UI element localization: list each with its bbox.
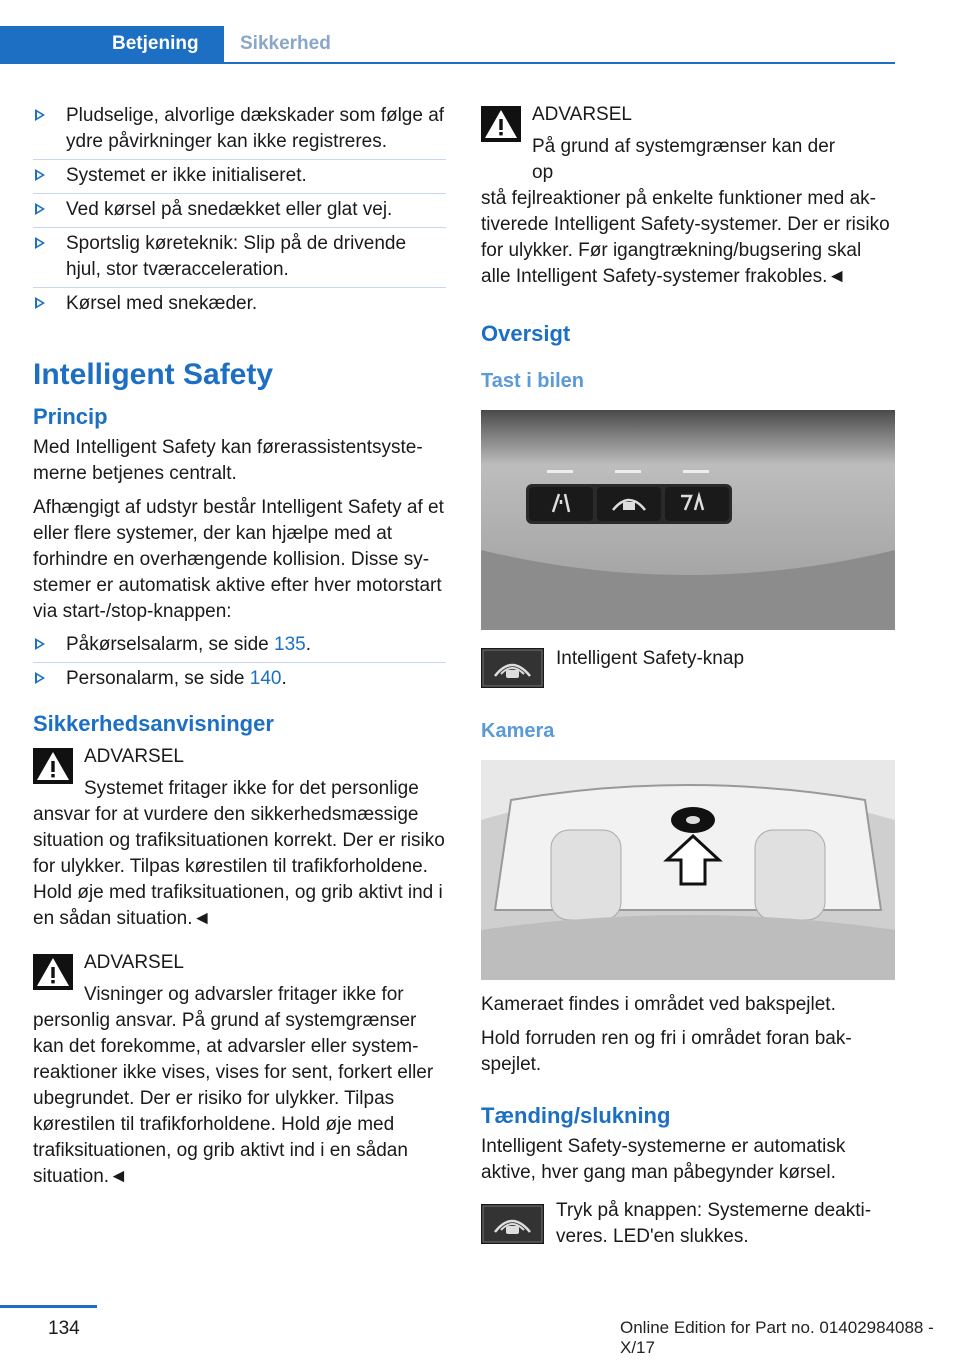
button-heading: Tast i bilen bbox=[481, 370, 584, 392]
triangle-bullet-icon bbox=[35, 297, 45, 309]
limitations-list bbox=[33, 100, 446, 321]
warning-triangle-icon bbox=[33, 954, 73, 990]
button-panel-image bbox=[481, 410, 895, 630]
triangle-bullet-icon bbox=[35, 672, 45, 684]
list-item: Personalarm, se side 140. bbox=[33, 663, 446, 696]
safety-heading: Sikkerhedsanvisninger bbox=[33, 711, 274, 736]
triangle-bullet-icon bbox=[35, 638, 45, 650]
header-tabs bbox=[0, 26, 895, 64]
warning-title: ADVARSEL bbox=[84, 746, 184, 767]
page-number: 134 bbox=[48, 1318, 80, 1339]
warning-text: Visninger og advarsler fritager ikke for bbox=[84, 984, 404, 1005]
tab-sikkerhed[interactable]: Sikkerhed bbox=[240, 33, 331, 54]
list-item: Påkørselsalarm, se side 135. bbox=[33, 629, 446, 663]
onoff-heading: Tænding/slukning bbox=[481, 1103, 671, 1128]
onoff-paragraph-2: Tryk på knappen: Systemerne deaktiveres. LED'en slukkes. bbox=[556, 1200, 872, 1247]
list-item: Pludselige, alvorlige dækskader som følge af ydre påvirkninger kan ikke registreres. bbox=[33, 100, 446, 160]
left-column bbox=[33, 100, 446, 1190]
list-item: Ved kørsel på snedækket eller glat vej. bbox=[33, 194, 446, 228]
right-column bbox=[481, 100, 895, 1250]
warning-block bbox=[33, 744, 446, 932]
triangle-bullet-icon bbox=[35, 169, 45, 181]
tab-betjening[interactable]: Betjening bbox=[0, 26, 224, 62]
warning-triangle-icon bbox=[33, 748, 73, 784]
warning-text: stå fejlreaktioner på enkelte funktioner med aktiverede Intelligent Safety-systemer. Der er risiko for ulykker. Før igangtrækning/bugsering skal alle Intelligent Safety-systemer frakobles.◄ bbox=[481, 188, 890, 287]
page-link[interactable]: 135 bbox=[274, 634, 306, 655]
button-caption: Intelligent Safety-knap bbox=[556, 648, 745, 669]
button-caption-row bbox=[481, 648, 895, 688]
list-item: Kørsel med snekæder. bbox=[33, 288, 446, 321]
list-item: Sportslig køreteknik: Slip på de drivende hjul, stor tværacceleration. bbox=[33, 228, 446, 288]
warning-triangle-icon bbox=[481, 106, 521, 142]
camera-heading: Kamera bbox=[481, 720, 555, 742]
camera-paragraph-1: Kameraet findes i området ved bakspejlet. bbox=[481, 994, 836, 1015]
princip-paragraph-2: Afhængigt af udstyr består Intelligent Safety af et eller flere systemer, der kan hjælpe med at forhindre en overhængende kollision. Disse systemer er automatisk aktive efter hver motorstart via start-/stop-knappen: bbox=[33, 497, 444, 622]
onoff-paragraph-1: Intelligent Safety-systemerne er automatisk aktive, hver gang man påbegynder kørsel. bbox=[481, 1136, 846, 1183]
press-button-row bbox=[481, 1198, 895, 1250]
intelligent-safety-button-icon bbox=[481, 648, 544, 688]
warning-text: ansvar for at vurdere den sikkerhedsmæssige situation og trafiksituationen korrekt. Der er risiko for ulykker. Tilpas kørestilen til trafikforholdene. Hold øje med trafiksituationen, og grib aktivt ind i en sådan situation.◄ bbox=[33, 804, 445, 929]
footer-divider bbox=[0, 1305, 97, 1308]
page-link[interactable]: 140 bbox=[249, 668, 282, 689]
warning-text: Systemet fritager ikke for det personlige bbox=[84, 778, 419, 799]
section-title: Intelligent Safety bbox=[33, 358, 274, 391]
camera-image bbox=[481, 760, 895, 980]
warning-text: På grund af systemgrænser kan der op bbox=[532, 136, 836, 183]
princip-heading: Princip bbox=[33, 404, 108, 429]
warning-text: personlig ansvar. På grund af systemgrænser kan det forekomme, at advarsler eller systemreaktioner ikke vises, vises for sent, forkert eller ubegrundet. Der er risiko for ulykker. Tilpas kørestilen til trafikforholdene. Hold øje med trafiksituationen, og grib aktivt ind i en sådan situation.◄ bbox=[33, 1010, 434, 1187]
princip-paragraph-1: Med Intelligent Safety kan førerassistentsystemerne betjenes centralt. bbox=[33, 437, 423, 484]
triangle-bullet-icon bbox=[35, 203, 45, 215]
overview-heading: Oversigt bbox=[481, 321, 571, 346]
camera-paragraph-2: Hold forruden ren og fri i området foran bakspejlet. bbox=[481, 1028, 852, 1075]
warning-block bbox=[481, 102, 895, 290]
systems-list bbox=[33, 629, 446, 696]
triangle-bullet-icon bbox=[35, 109, 45, 121]
list-item: Systemet er ikke initialiseret. bbox=[33, 160, 446, 194]
warning-title: ADVARSEL bbox=[532, 104, 632, 125]
edition-text: Online Edition for Part no. 01402984088 - X/17 bbox=[620, 1318, 934, 1357]
intelligent-safety-button-icon bbox=[481, 1204, 544, 1244]
warning-block bbox=[33, 950, 446, 1190]
triangle-bullet-icon bbox=[35, 237, 45, 249]
warning-title: ADVARSEL bbox=[84, 952, 184, 973]
